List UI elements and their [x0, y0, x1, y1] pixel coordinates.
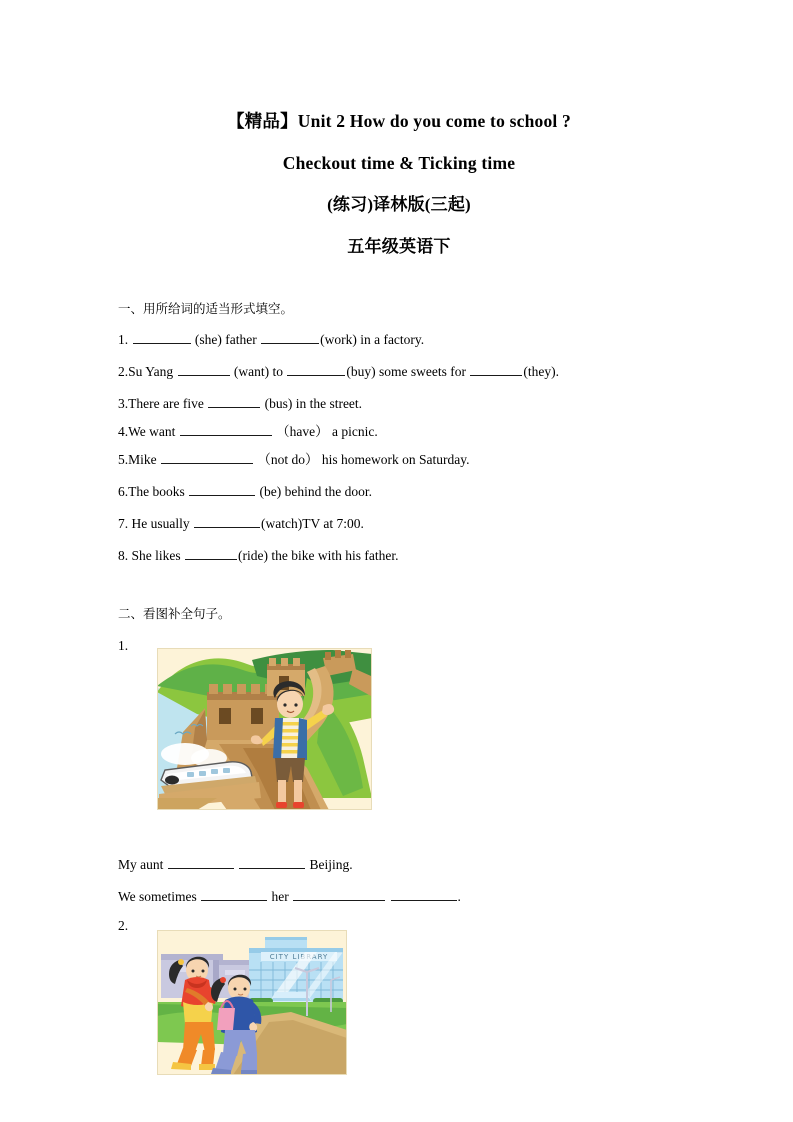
question-text-8b: (ride) the bike with his father.: [238, 548, 399, 563]
question-number-5: 5.: [118, 452, 129, 467]
title-line-3: (练习)译林版(三起): [327, 195, 471, 214]
question-item-3: [118, 395, 718, 413]
question-text-2d: (they).: [523, 364, 559, 379]
city-library-image: [157, 930, 347, 1075]
question-number-3: 3.: [118, 396, 129, 411]
question-text-2a: Su Yang: [128, 364, 177, 379]
question-text-7b: (watch)TV at 7:00.: [261, 516, 364, 531]
question-number-6: 6.: [118, 484, 129, 499]
fill-line-2: [118, 888, 718, 906]
question-text-6b: (be) behind the door.: [256, 484, 372, 499]
picture-item-number-2: 2.: [118, 918, 129, 933]
answer-blank[interactable]: [194, 515, 260, 528]
answer-blank[interactable]: [185, 547, 237, 560]
answer-blank[interactable]: [133, 331, 191, 344]
question-item-1: [118, 331, 718, 349]
question-text-1a: (she) father: [191, 332, 261, 347]
question-text-5b: （not do） his homework on Saturday.: [254, 452, 470, 467]
question-item-2: [118, 363, 718, 381]
question-text-1b: (work) in a factory.: [320, 332, 425, 347]
fill-line-2-text-a: We sometimes: [118, 889, 201, 904]
question-item-7: [118, 515, 718, 533]
library-sign-text: CITY LIBRARY: [269, 953, 329, 962]
question-item-4: [118, 423, 718, 441]
question-text-3a: There are five: [128, 396, 208, 411]
question-number-7: 7.: [118, 516, 129, 531]
answer-blank[interactable]: [287, 363, 345, 376]
question-text-2c: (buy) some sweets for: [346, 364, 470, 379]
answer-blank[interactable]: [470, 363, 522, 376]
question-text-8a: She likes: [131, 548, 184, 563]
answer-blank[interactable]: [239, 856, 305, 869]
answer-blank[interactable]: [178, 363, 230, 376]
answer-blank[interactable]: [208, 395, 260, 408]
title-line-2: Checkout time & Ticking time: [282, 153, 516, 173]
answer-blank[interactable]: [293, 888, 385, 901]
question-number-2: 2.: [118, 364, 129, 379]
picture-item-number-1: 1.: [118, 638, 129, 653]
great-wall-illustration: [157, 648, 372, 810]
fill-line-2-gap: [386, 889, 389, 904]
question-number-8: 8.: [118, 548, 129, 563]
question-text-4a: We want: [128, 424, 179, 439]
picture-one-sentences: [118, 856, 718, 920]
fill-line-1-text-c: Beijing.: [306, 857, 353, 872]
question-text-6a: The books: [128, 484, 189, 499]
great-wall-image: [157, 648, 372, 810]
fill-line-1: [118, 856, 718, 874]
question-number-1: 1.: [118, 332, 129, 347]
answer-blank[interactable]: [261, 331, 319, 344]
answer-blank[interactable]: [189, 483, 255, 496]
section-one-question-list: [118, 331, 718, 579]
city-library-illustration: [157, 930, 347, 1075]
page-title: [118, 100, 680, 268]
question-item-6: [118, 483, 718, 501]
title-line-1: 【精品】Unit 2 How do you come to school ?: [227, 111, 571, 131]
fill-line-2-text-b: her: [268, 889, 293, 904]
fill-line-1-gap: [235, 857, 238, 872]
question-item-5: [118, 451, 718, 469]
question-number-4: 4.: [118, 424, 129, 439]
question-text-7a: He usually: [131, 516, 193, 531]
answer-blank[interactable]: [201, 888, 267, 901]
answer-blank[interactable]: [161, 451, 253, 464]
question-text-4b: （have） a picnic.: [272, 424, 378, 439]
question-item-8: [118, 547, 718, 565]
question-text-5a: Mike: [128, 452, 160, 467]
title-line-4: 五年级英语下: [347, 237, 451, 256]
answer-blank[interactable]: [168, 856, 234, 869]
section-one-heading: 一、用所给词的适当形式填空。: [118, 301, 294, 316]
fill-line-1-text-a: My aunt: [118, 857, 167, 872]
answer-blank[interactable]: [391, 888, 457, 901]
section-two-heading: 二、看图补全句子。: [118, 606, 231, 621]
question-text-3b: (bus) in the street.: [261, 396, 363, 411]
fill-line-2-text-d: .: [457, 889, 461, 904]
question-text-2b: (want) to: [230, 364, 287, 379]
answer-blank[interactable]: [180, 423, 272, 436]
